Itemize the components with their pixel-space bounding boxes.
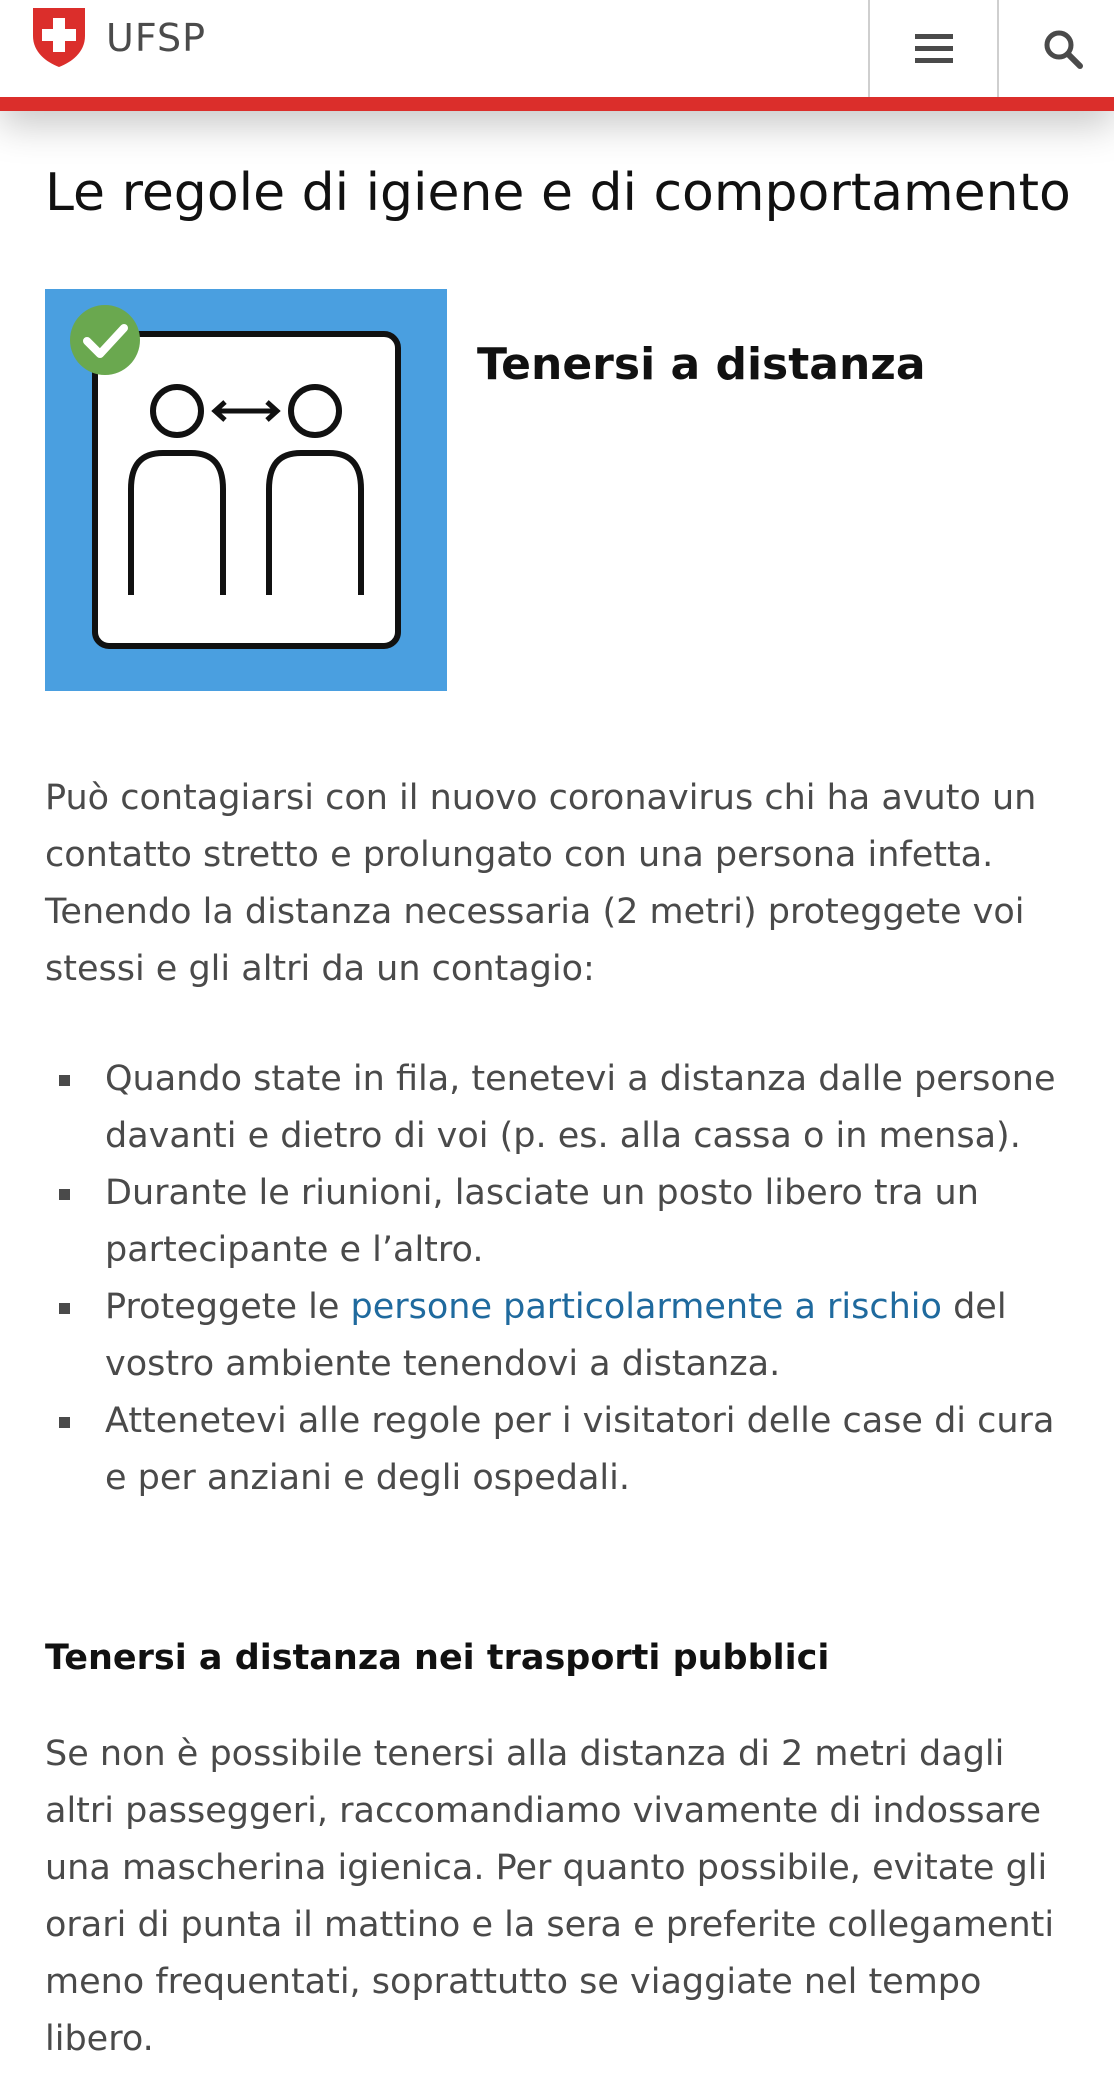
menu-button[interactable] <box>868 0 998 97</box>
swiss-shield-logo[interactable] <box>30 6 88 68</box>
bullet-icon <box>59 1417 70 1428</box>
hamburger-menu-icon <box>915 33 953 65</box>
list-item-text-after: del vostro ambiente tenendovi a distanza. <box>105 1287 1007 1384</box>
list-item-text: Durante le riunioni, lasciate un posto libero tra un partecipante e l’altro. <box>105 1173 979 1270</box>
bullet-icon <box>59 1303 70 1314</box>
intro-paragraph: Può contagiarsi con il nuovo coronavirus chi ha avuto un contatto stretto e prolungato con una persona infetta. Tenendo la distanza necessaria (2 metri) proteggete voi stessi e gli altri da un contagio: <box>45 778 1037 989</box>
list-item <box>45 1393 1085 1507</box>
keep-distance-icon <box>45 289 447 691</box>
list-item <box>45 1165 1085 1279</box>
at-risk-persons-link[interactable]: persone particolarmente a rischio <box>350 1287 942 1327</box>
rules-list <box>45 1051 1085 1507</box>
list-item <box>45 1279 1085 1393</box>
list-item-text-before: Proteggete le <box>105 1287 351 1327</box>
transport-heading: Tenersi a distanza nei trasporti pubblici <box>45 1638 830 1678</box>
brand-name[interactable]: UFSP <box>106 16 207 60</box>
search-icon <box>1043 29 1083 69</box>
check-badge-icon <box>70 305 140 375</box>
list-item <box>45 1051 1085 1165</box>
bullet-icon <box>59 1189 70 1200</box>
bullet-icon <box>59 1075 70 1086</box>
list-item-text: Quando state in fila, tenetevi a distanza dalle persone davanti e dietro di voi (p. es. alla cassa o in mensa). <box>105 1059 1056 1156</box>
transport-paragraph: Se non è possibile tenersi alla distanza di 2 metri dagli altri passeggeri, raccomandiamo vivamente di indossare una mascherina igienica. Per quanto possibile, evitate gli orari di punta il mattino e la sera e preferite collegamenti meno frequentati, soprattutto se viaggiate nel tempo libero. <box>45 1734 1055 2059</box>
site-header <box>0 0 1114 111</box>
section-heading: Tenersi a distanza <box>477 339 926 390</box>
page-title: Le regole di igiene e di comportamento <box>45 163 1071 223</box>
list-item-text: Attenetevi alle regole per i visitatori delle case di cura e per anziani e degli ospedali. <box>105 1401 1055 1498</box>
search-button[interactable] <box>997 0 1114 97</box>
